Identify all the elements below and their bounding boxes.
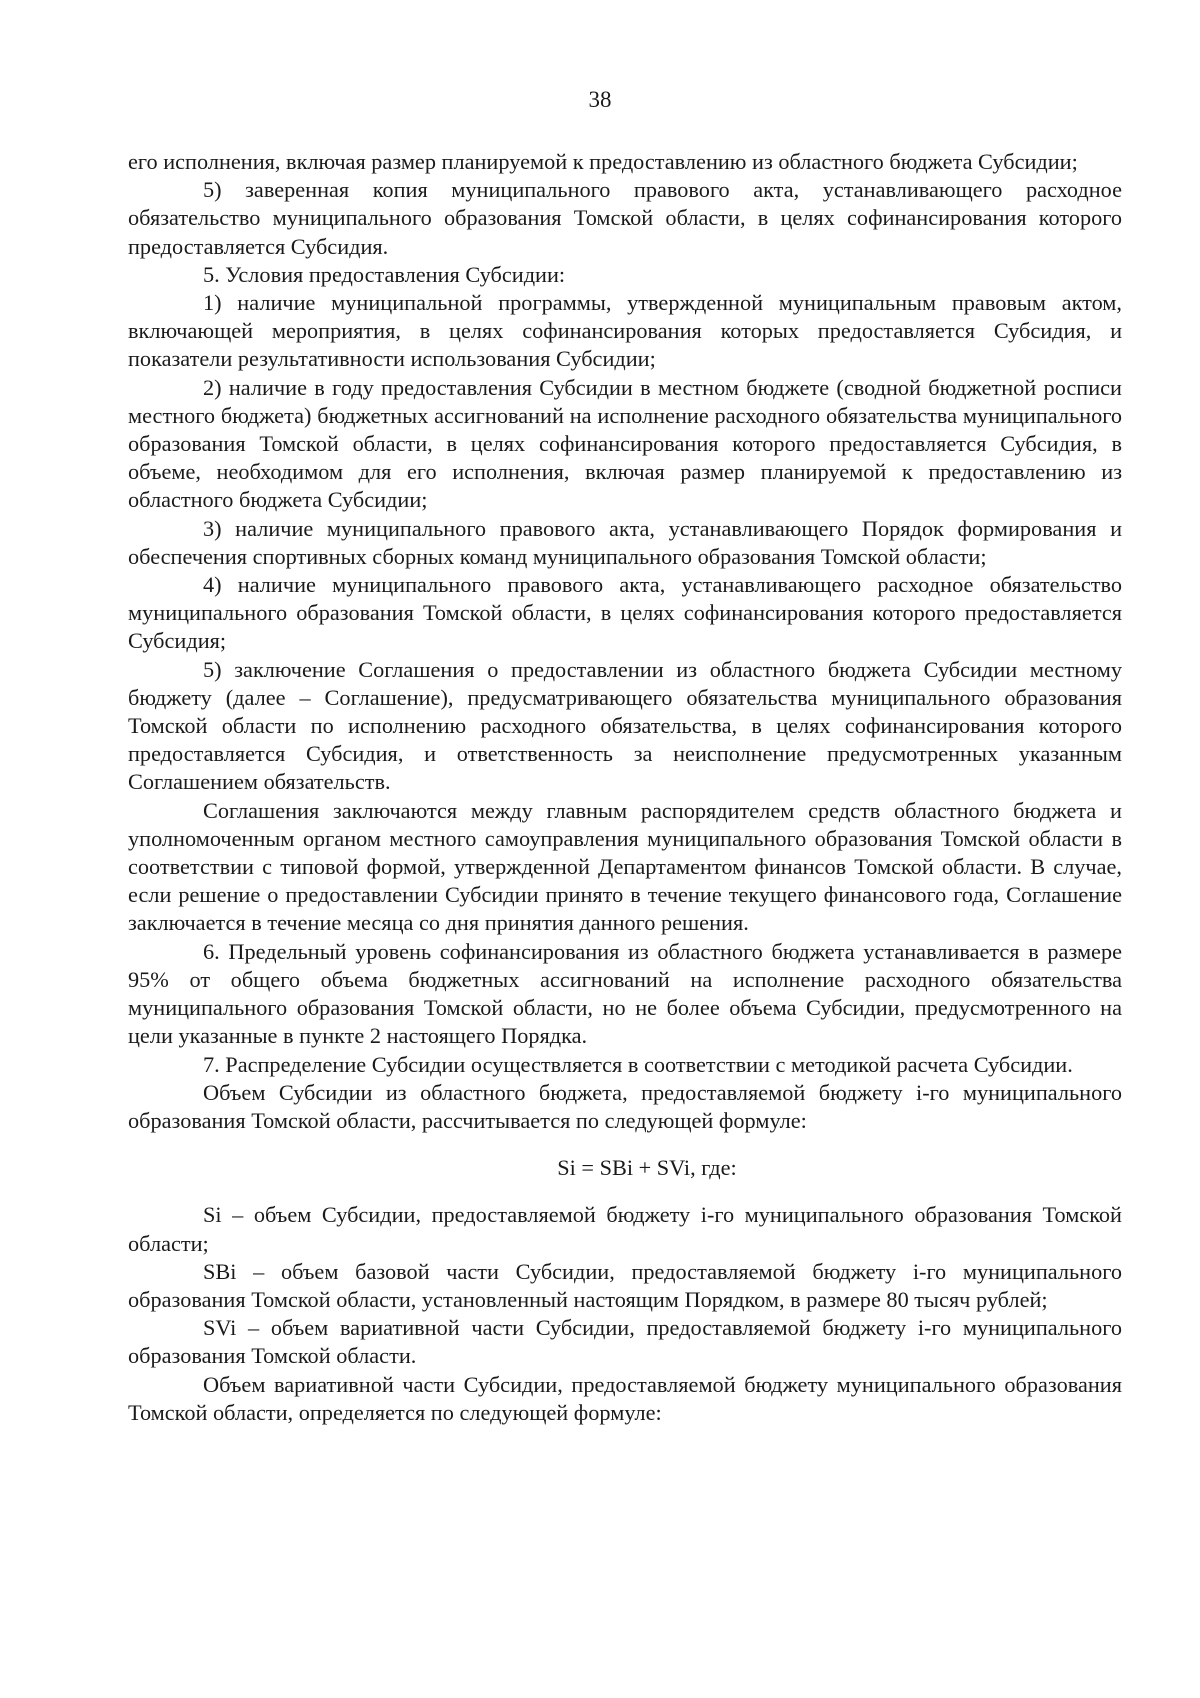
page-number: 38	[588, 87, 612, 112]
variable-part-paragraph: Объем вариативной части Субсидии, предоставляемой бюджету муниципального образования Томской области, определяется по следующей формуле:	[128, 1371, 1122, 1425]
definition-sbi: SBi – объем базовой части Субсидии, предоставляемой бюджету i-го муниципального образования Томской области, установленный настоящим Порядком, в размере 80 тысяч рублей;	[128, 1258, 1122, 1312]
agreements-paragraph: Соглашения заключаются между главным распорядителем средств областного бюджета и уполномоченным органом местного самоуправления муниципального образования Томской области в соответствии с типовой формой, утвержденной Департаментом финансов Томской области. В случае, если решение о предоставлении Субсидии принято в течение текущего финансового года, Соглашение заключается в течение месяца со дня принятия данного решения.	[128, 797, 1122, 936]
subsidy-formula: Si = SBi + SVi, где:	[557, 1155, 737, 1181]
paragraph-item-5-certified-copy: 5) заверенная копия муниципального правового акта, устанавливающего расходное обязательство муниципального образования Томской области, в целях софинансирования которого предоставляется Субсидия.	[128, 177, 1122, 259]
condition-item-4: 4) наличие муниципального правового акта, устанавливающего расходное обязательство муниципального образования Томской области, в целях софинансирования которого предоставляется Субсидия;	[128, 572, 1122, 654]
condition-item-3: 3) наличие муниципального правового акта, устанавливающего Порядок формирования и обеспечения спортивных сборных команд муниципального образования Томской области;	[128, 515, 1122, 569]
condition-item-1: 1) наличие муниципальной программы, утвержденной муниципальным правовым актом, включающей мероприятия, в целях софинансирования которых предоставляется Субсидия, и показатели результативности использования Субсидии;	[128, 290, 1122, 372]
condition-item-5: 5) заключение Соглашения о предоставлении из областного бюджета Субсидии местному бюджету (далее – Соглашение), предусматривающего обязательства муниципального образования Томской области по исполнению расходного обязательства, в целях софинансирования которого предоставляется Субсидия, и ответственность за неисполнение предусмотренных указанным Соглашением обязательств.	[128, 656, 1122, 795]
subsidy-volume-paragraph: Объем Субсидии из областного бюджета, предоставляемой бюджету i-го муниципального образования Томской области, рассчитывается по следующей формуле:	[128, 1079, 1122, 1133]
definition-svi: SVi – объем вариативной части Субсидии, предоставляемой бюджету i-го муниципального образования Томской области.	[128, 1315, 1122, 1369]
condition-item-2: 2) наличие в году предоставления Субсидии в местном бюджете (сводной бюджетной росписи местного бюджета) бюджетных ассигнований на исполнение расходного обязательства муниципального образования Томской области, в целях софинансирования которого предоставляется Субсидия, в объеме, необходимом для его исполнения, включая размер планируемой к предоставлению из областного бюджета Субсидии;	[128, 374, 1122, 513]
paragraph-continuation: его исполнения, включая размер планируемой к предоставлению из областного бюджета Субсидии;	[128, 149, 1078, 174]
document-body	[128, 148, 1122, 1427]
section-6-paragraph: 6. Предельный уровень софинансирования из областного бюджета устанавливается в размере 95% от общего объема бюджетных ассигнований на исполнение расходного обязательства муниципального образования Томской области, но не более объема Субсидии, предусмотренного на цели указанные в пункте 2 настоящего Порядка.	[128, 938, 1122, 1049]
definition-si: Si – объем Субсидии, предоставляемой бюджету i-го муниципального образования Томской области;	[128, 1202, 1122, 1256]
section-5-heading: 5. Условия предоставления Субсидии:	[203, 261, 566, 287]
section-7-paragraph: 7. Распределение Субсидии осуществляется в соответствии с методикой расчета Субсидии.	[203, 1051, 1073, 1077]
